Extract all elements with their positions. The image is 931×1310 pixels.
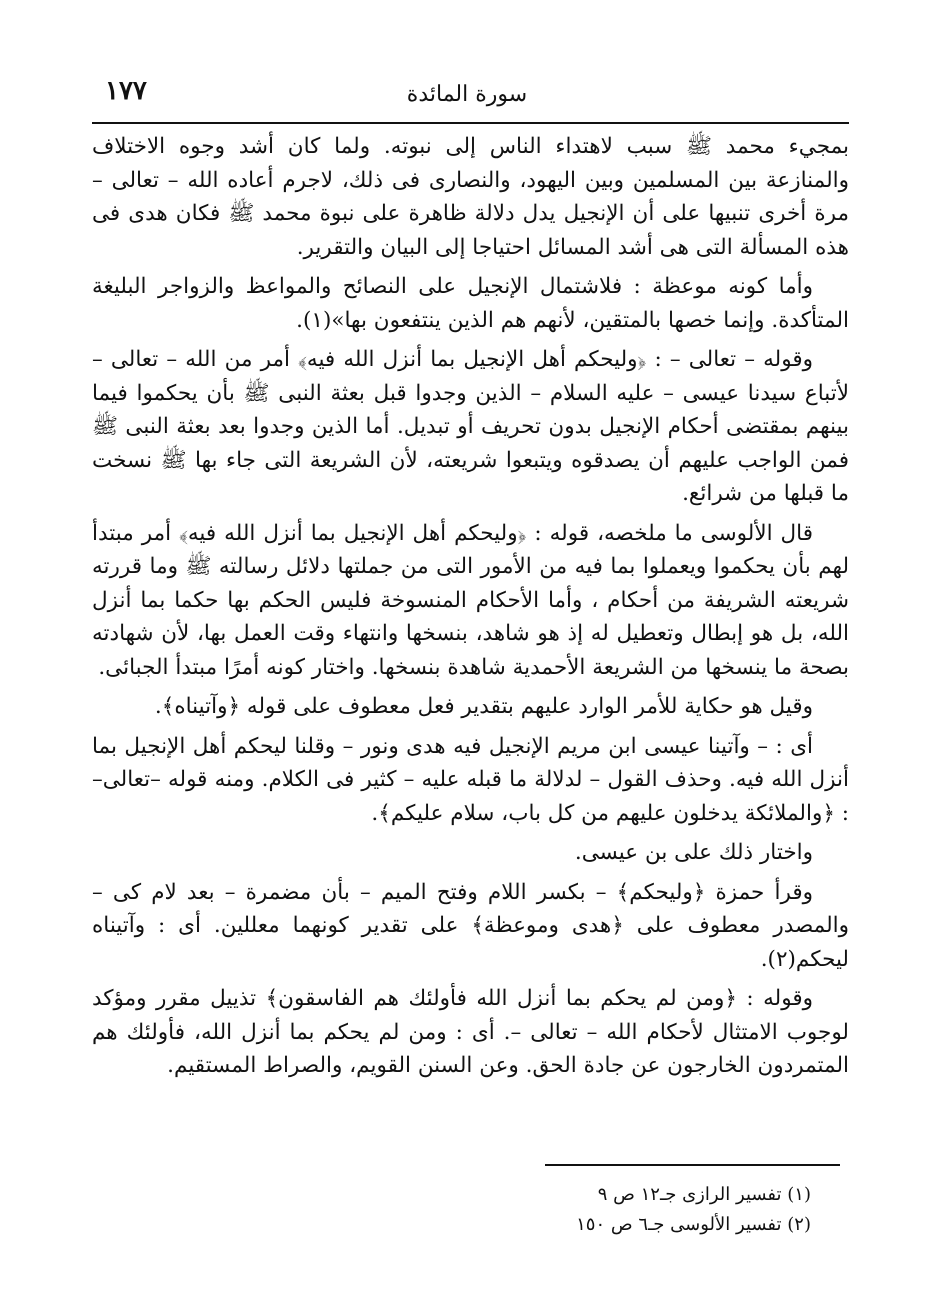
- surah-title: سورة المائدة: [406, 82, 528, 107]
- body-text: [92, 130, 849, 1089]
- footnotes: [400, 1180, 811, 1240]
- footnote: (٢) تفسير الألوسى جـ٦ ص ١٥٠: [576, 1214, 811, 1235]
- paragraph: بمجيء محمد ﷺ سبب لاهتداء الناس إلى نبوته. ولما كان أشد وجوه الاختلاف والمنازعة بين المسلمين وبين اليهود، والنصارى فى ذلك، لاجرم أعاده الله – تعالى – مرة أخرى تنبيها على أن الإنجيل يدل دلالة ظاهرة على نبوة محمد ﷺ فكان هدى فى هذه المسألة التى هى أشد المسائل احتياجا إلى البيان والتقرير.: [92, 134, 849, 260]
- paragraph: قال الألوسى ما ملخصه، قوله : ﴿وليحكم أهل الإنجيل بما أنزل الله فيه﴾ أمر مبتدأ لهم بأن يحكموا ويعملوا بما فيه من الأمور التى من جملتها دلائل رسالته ﷺ وما قررته شريعته الشريفة من أحكام ، وأما الأحكام المنسوخة فليس الحكم بها حكما بما أنزل الله، بل هو إبطال وتعطيل له إذ هو شاهد، بنسخها وانتهاء وقت العمل بها، لأن شهادته بصحة ما ينسخها من الشريعة الأحمدية شاهدة بنسخها. واختار كونه أمرًا مبتدأ الجبائى.: [92, 520, 849, 680]
- footnote: (١) تفسير الرازى جـ١٢ ص ٩: [597, 1184, 811, 1205]
- paragraph: وقيل هو حكاية للأمر الوارد عليهم بتقدير فعل معطوف على قوله ﴿وآتيناه﴾.: [154, 694, 813, 719]
- paragraph: وأما كونه موعظة : فلاشتمال الإنجيل على النصائح والمواعظ والزواجر البليغة المتأكدة. وإنما خصها بالمتقين، لأنهم هم الذين ينتفعون بها»(١).: [92, 274, 849, 333]
- paragraph: واختار ذلك على بن عيسى.: [574, 840, 813, 865]
- footnote-divider: [545, 1164, 840, 1166]
- header-divider: [92, 122, 849, 124]
- page-number: ١٧٧: [105, 76, 147, 106]
- paragraph: وقوله : ﴿ومن لم يحكم بما أنزل الله فأولئك هم الفاسقون﴾ تذييل مقرر ومؤكد لوجوب الامتثال لأحكام الله – تعالى –. أى : ومن لم يحكم بما أنزل الله، فأولئك هم المتمردون الخارجون عن جادة الحق. وعن السنن القويم، والصراط المستقيم.: [92, 986, 849, 1078]
- paragraph: وقرأ حمزة ﴿وليحكم﴾ – بكسر اللام وفتح الميم – بأن مضمرة – بعد لام كى – والمصدر معطوف على ﴿هدى وموعظة﴾ على تقدير كونهما معللين. أى : وآتيناه ليحكم(٢).: [92, 879, 849, 972]
- page-header: [95, 70, 839, 120]
- paragraph: أى : – وآتينا عيسى ابن مريم الإنجيل فيه هدى ونور – وقلنا ليحكم أهل الإنجيل بما أنزل الله فيه. وحذف القول – لدلالة ما قبله عليه – كثير فى الكلام. ومنه قوله –تعالى– : ﴿والملائكة يدخلون عليهم من كل باب، سلام عليكم﴾.: [92, 733, 849, 826]
- paragraph: وقوله – تعالى – : ﴿وليحكم أهل الإنجيل بما أنزل الله فيه﴾ أمر من الله – تعالى – لأتباع سيدنا عيسى – عليه السلام – الذين وجدوا قبل بعثة النبى ﷺ بأن يحكموا فيما بينهم بمقتضى أحكام الإنجيل بدون تحريف أو تبديل. أما الذين وجدوا بعد بعثة النبى ﷺ فمن الواجب عليهم أن يصدقوه ويتبعوا شريعته، لأن الشريعة التى جاء بها ﷺ نسخت ما قبلها من شرائع.: [92, 347, 849, 506]
